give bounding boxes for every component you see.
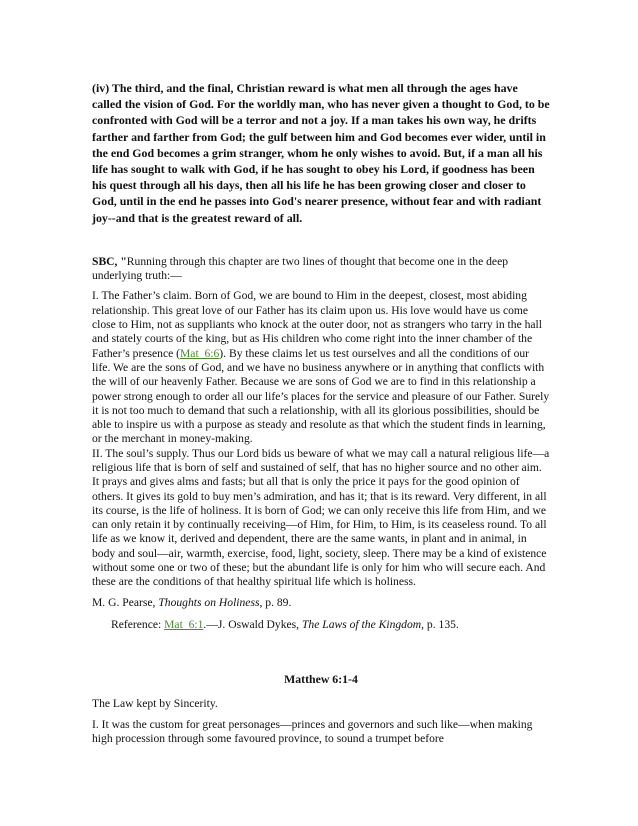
section-point-1: I. It was the custom for great personages—princes and governors and such like—when making high procession through some favoured province, to sound a trumpet before: [92, 717, 533, 745]
section-subtitle: The Law kept by Sincerity.: [92, 697, 218, 711]
souls-supply-paragraph: II. The soul’s supply. Thus our Lord bids us beware of what we may call a natural religious life—a religious life that is born of self and sustained of self, that has no higher source and no other aim. It prays and gives alms and fasts; but all that is only the price it pays for the good opinion of others. It gives its gold to buy men’s admiration, and has it; that is its reward. Very different, in all its course, is the life of holiness. It is born of God; we can only receive this life from Him, and we can only retain it by continually receiving—of Him, for Him, to Him, is its ceaseless round. To all life as we know it, derived and dependent, there are the same wants, in plant and in animal, in body and soul—air, warmth, exercise, food, light, society, sleep. There may be a kind of existence without some one or two of these; but the abundant life is only for him who will secure each. And these are the conditions of that healthy spiritual life which is holiness.: [92, 446, 550, 589]
fathers-claim-text-cont: ). By these claims let us test ourselves and all the conditions of our life. We are the sons of God, and we have no business anywhere or in anything that conflicts with the will of our heavenly Father. Because we are sons of God we are to find in this relationship a power strong enough to order all our life’s places for the service and pleasure of our Father. Surely it is not too much to demand that such a relationship, with all its glorious possibilities, should be able to inspire us with a purpose as steady and resolute as that which the student finds in learning, or the merchant in money-making.: [92, 346, 550, 446]
sbc-intro-text: Running through this chapter are two lines of thought that become one in the deep underlying truth:—: [92, 254, 509, 283]
reference-citation: [92, 618, 550, 632]
reference-title: The Laws of the Kingdom,: [301, 617, 425, 631]
document-page: [92, 80, 550, 746]
source-page: p. 89.: [262, 595, 292, 609]
fathers-claim-paragraph: [92, 289, 550, 446]
scripture-link-mat-6-1[interactable]: Mat_6:1: [164, 617, 204, 631]
source-title: Thoughts on Holiness,: [158, 595, 263, 609]
scripture-link-mat-6-6[interactable]: Mat_6:6: [180, 346, 220, 360]
reward-paragraph: (iv) The third, and the final, Christian reward is what men all through the ages have called the vision of God. For the worldly man, who has never given a thought to God, to be confronted with God will be a terror and not a joy. If a man takes his own way, he drifts farther and farther from God; the gulf between him and God becomes ever wider, until in the end God becomes a grim stranger, whom he only wishes to avoid. But, if a man all his life has sought to walk with God, if he has sought to obey his Lord, if goodness has been his quest through all his days, then all his life he has been growing closer and closer to God, until in the end he passes into God's nearer presence, without fear and with radiant joy--and that is the greatest reward of all.: [92, 81, 550, 225]
fathers-claim-text: I. The Father’s claim. Born of God, we are bound to Him in the deepest, closest, most abiding relationship. This great love of our Father has its claim upon us. His love would have us come close to Him, not as suppliants who knock at the outer door, not as strangers who tarry in the hall and stately courts of the king, but as His children who come right into the inner chamber of the Father’s presence (: [92, 289, 542, 360]
sbc-label: SBC, ": [92, 254, 127, 268]
sbc-intro: [92, 255, 550, 284]
section-heading: Matthew 6:1-4: [284, 672, 358, 687]
reference-author: .—J. Oswald Dykes,: [203, 617, 302, 631]
reference-page: p. 135.: [424, 617, 459, 631]
reference-label: Reference:: [111, 617, 165, 631]
source-author: M. G. Pearse,: [92, 595, 159, 609]
source-citation: [92, 596, 550, 610]
